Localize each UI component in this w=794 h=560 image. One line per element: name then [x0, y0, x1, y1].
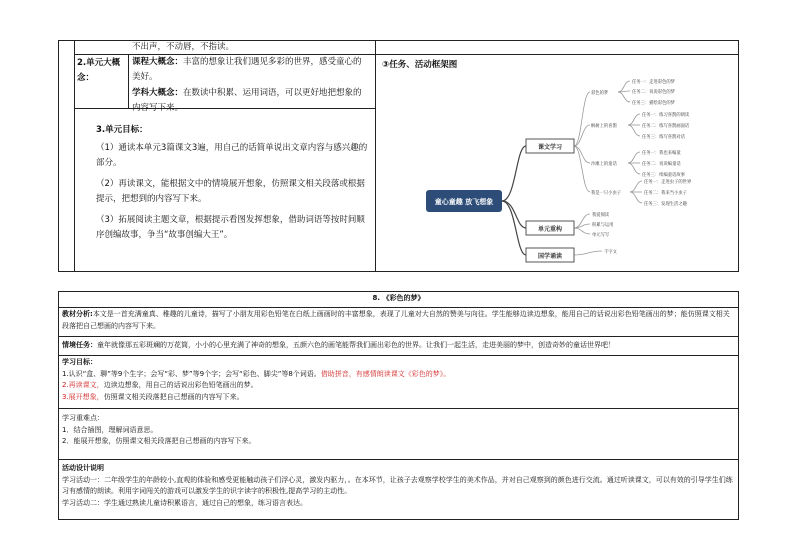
leaf-3-1: 任务一：我也来编童 [642, 151, 681, 156]
goal-2: （2）再读课文，能根据文中的情境展开想象，仿照课文相关段落或根据提示，把想到的内容写下来。 [96, 179, 365, 204]
lesson-goal-1-text: 1.认识“盒、聊”等9个生字；会写“彩、梦”等9个字；会写“彩色、脚尖”等8个词语。 [62, 369, 321, 378]
reading-rule: 不出声，不动唇，不指读。 [132, 42, 235, 52]
sub-label-4: 我是一只小虫子 [591, 191, 622, 196]
leaf-5-1: 我爱阅读 [592, 213, 610, 218]
leaf-5-2: 积累与运用 [592, 223, 614, 228]
situation-block [62, 340, 734, 352]
leaf-1-1: 任务一：走进彩色的梦 [632, 80, 675, 85]
leaf-2-3: 任务三：练写喜鹊对话 [642, 135, 685, 140]
lesson-goal-3-red: 3.展开想象， [62, 392, 104, 401]
row-line-5 [58, 459, 739, 460]
concept-label: 2.单元大概念： [77, 58, 121, 83]
leaf-5-3: 单元写写 [592, 233, 610, 238]
analysis-block [62, 309, 734, 332]
leaf-1-3: 任务三：描绘彩色的梦 [632, 101, 675, 106]
concept-course [132, 55, 370, 85]
leaf-4-1: 任务一：走进虫子的世界 [644, 180, 692, 185]
lesson-goal-2-red: 2.再读课文， [62, 381, 104, 389]
concept-subject-label: 学科大概念： [132, 88, 184, 98]
lesson-table [58, 291, 739, 520]
row-line-4 [58, 408, 739, 409]
sub-label-1: 彩色的梦 [591, 91, 609, 96]
row-line-1 [58, 307, 739, 308]
top-table [58, 40, 739, 272]
leaf-6-1: 千字文 [604, 250, 617, 255]
situation-label: 情境任务： [62, 341, 97, 349]
col-divider-left [74, 40, 75, 272]
leaf-3-3: 任务三：续编童话故事 [642, 173, 685, 178]
analysis-label: 教材分析: [62, 310, 93, 318]
mind-map-center-label: 童心童趣 放飞想象 [434, 198, 494, 206]
design-label: 活动设计说明 [62, 464, 104, 472]
concept-course-label: 课程大概念： [132, 57, 184, 67]
leaf-4-3: 任务三：发现生活之趣 [644, 202, 687, 207]
branch-label-1: 课文学习 [537, 144, 563, 151]
key-label: 学习重难点： [62, 414, 104, 422]
sub-label-3: 沙滩上的童话 [591, 162, 617, 167]
concept-course-text: 丰富的想象让我们遇见多彩的世界，感受童心的美好。 [132, 57, 362, 82]
mind-map [398, 68, 692, 272]
goals-label: 学习目标： [62, 358, 97, 366]
goal-3: （3）拓展阅读主题文章，根据提示看图发挥想象，借助词语等按时间顺序创编故事，争当“故事创编大王”。 [96, 215, 365, 240]
design-activity-2: 学习活动二：学生通过熟读儿童诗积累语言，通过自己的想象，练习语言表达。 [62, 498, 307, 507]
sub-label-2: 枫树上的喜鹊 [591, 124, 617, 129]
concept-subject-text: 在数读中积累、运用词语，可以更好地把想象的内容写下来。 [132, 88, 362, 113]
analysis-text: 本文是一首充满童真、稚趣的儿童诗，描写了小朋友用彩色铅笔在白纸上画画时的丰富想象，表现了儿童对大自然的赞美与向往。学生能够边读边想象，能用自己的话说出彩色铅笔画出的梦；能仿照课文相关段落把自己想画的内容写下来。 [62, 310, 730, 330]
key-item-1: 1．结合插图，理解词语意思。 [62, 425, 158, 434]
key-block [62, 413, 734, 448]
row-line-2 [58, 336, 739, 337]
design-activity-1: 学习活动一：二年级学生的年龄较小,直观的体验和感受更能触动孩子们浮心灵，激发内驱力，。在本环节，让孩子去观察学校学生的美术作品，并对自己观察到的颜色进行交流。通过听读课文，可以有效的引导学生们练习有感情的朗读。利用字词闯关的游戏可以激发学生的识字读字的积极性,提高学习的主动性。 [62, 475, 733, 495]
leaf-2-2: 任务二：练写喜鹊画面话 [642, 124, 690, 129]
col-divider-mid [375, 40, 376, 272]
leaf-4-2: 任务二：我来当小虫子 [644, 191, 687, 196]
leaf-3-2: 任务二：说说编童话 [642, 162, 681, 167]
lesson-goal-2-text: 边读边想象，用自己的话说出彩色铅笔画出的梦。 [103, 381, 258, 389]
row-line-3 [58, 355, 739, 356]
branch-label-3: 国学诵读 [537, 253, 563, 260]
framework-title: ③任务、活动框架图 [382, 60, 458, 70]
lesson-goal-1-red: 借助拼音，有感情朗读课文《彩色的梦》。 [320, 369, 451, 378]
leaf-2-1: 任务一：练习喜鹊的朗读 [642, 113, 690, 118]
lesson-goal-3 [62, 392, 734, 404]
goals-title: 3.单元目标： [96, 125, 148, 135]
lesson-goal-1 [62, 369, 734, 381]
situation-text: 童年就像那五彩斑斓的万花筒，小小的心里充满了神奇的想象，五颜六色的画笔能帮我们画出彩色的世界。让我们一起生活，走进美丽的梦中，创造奇妙的童话世界吧！ [97, 341, 615, 349]
design-block [62, 463, 734, 509]
concept-subject [132, 86, 370, 116]
leaf-1-2: 任务二：说说彩色的梦 [632, 90, 675, 95]
branch-label-2: 单元重构 [537, 226, 563, 233]
lesson-goal-3-text: 仿照课文相关段落把自己想画的内容写下来。 [103, 392, 244, 401]
lesson-title: 8. 《彩色的梦》 [372, 294, 425, 302]
concept-label-divider [128, 54, 129, 108]
goals-block [62, 357, 734, 403]
goal-1: （1）通读本单元3篇课文3遍，用自己的话简单说出文章内容与感兴趣的部分。 [96, 143, 368, 168]
lesson-goal-2 [62, 380, 734, 392]
key-item-2: 2．能展开想象，仿照课文相关段落把自己想画的内容写下来。 [62, 437, 256, 445]
